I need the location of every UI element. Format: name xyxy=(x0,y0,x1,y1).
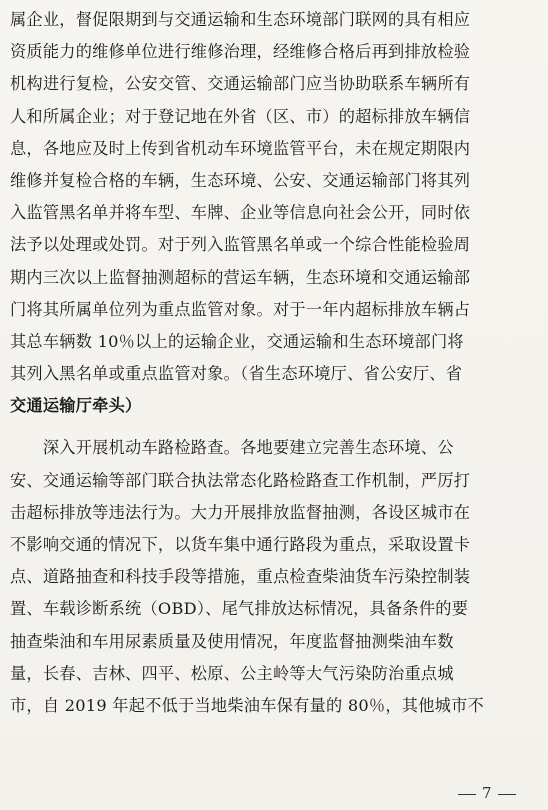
dash-left xyxy=(458,794,476,795)
text-line: 维修并复检合格的车辆，生态环境、公安、交通运输部门将其列 xyxy=(10,170,471,190)
text-line: 属企业，督促限期到与交通运输和生态环境部门联网的具有相应 xyxy=(10,10,471,29)
text-line: 安、交通运输等部门联合执法常态化路检路查工作机制，严厉打 xyxy=(10,470,471,490)
lead-department-note: 交通运输厅牵头） xyxy=(10,396,142,416)
page-number xyxy=(452,784,522,802)
text-line: 门将其所属单位列为重点监管对象。对于一年内超标排放车辆占 xyxy=(10,299,471,319)
text-line: 深入开展机动车路检路查。各地要建立完善生态环境、公 xyxy=(10,438,454,458)
text-line: 抽查柴油和车用尿素质量及使用情况，年度监督抽测柴油车数 xyxy=(10,631,454,651)
text-line: 法予以处理或处罚。对于列入监管黑名单或一个综合性能检验周 xyxy=(10,235,471,255)
text-line: 不影响交通的情况下，以货车集中通行路段为重点，采取设置卡 xyxy=(10,535,471,554)
text-line: 资质能力的维修单位进行维修治理，经维修合格后再到排放检验 xyxy=(10,42,471,62)
text-line: 机构进行复检，公安交管、交通运输部门应当协助联系车辆所有 xyxy=(10,74,471,94)
text-line: 息，各地应及时上传到省机动车环境监管平台，未在规定期限内 xyxy=(10,138,471,158)
text-line: 量，长春、吉林、四平、松原、公主岭等大气污染防治重点城 xyxy=(10,663,454,683)
text-line: 人和所属企业；对于登记地在外省（区、市）的超标排放车辆信 xyxy=(10,106,471,126)
text-line: 其总车辆数 10％以上的运输企业，交通运输和生态环境部门将 xyxy=(10,331,464,351)
dash-right xyxy=(498,794,516,795)
text-line: 击超标排放等违法行为。大力开展排放监督抽测，各设区城市在 xyxy=(10,502,471,522)
text-line: 置、车载诊断系统（OBD）、尾气排放达标情况，具备条件的要 xyxy=(10,599,469,619)
body-text xyxy=(10,4,540,722)
text-line: 期内三次以上监督抽测超标的营运车辆，生态环境和交通运输部 xyxy=(10,267,471,287)
text-line: 其列入黑名单或重点监管对象。（省生态环境厅、省公安厅、省 xyxy=(10,364,463,384)
text-line: 点、道路抽查和科技手段等措施，重点检查柴油货车污染控制装 xyxy=(10,567,471,587)
page-number-value: 7 xyxy=(482,784,492,802)
text-line: 市，自 2019 年起不低于当地柴油车保有量的 80％，其他城市不 xyxy=(10,695,484,715)
text-line: 入监管黑名单并将车型、车牌、企业等信息向社会公开，同时依 xyxy=(10,203,471,223)
